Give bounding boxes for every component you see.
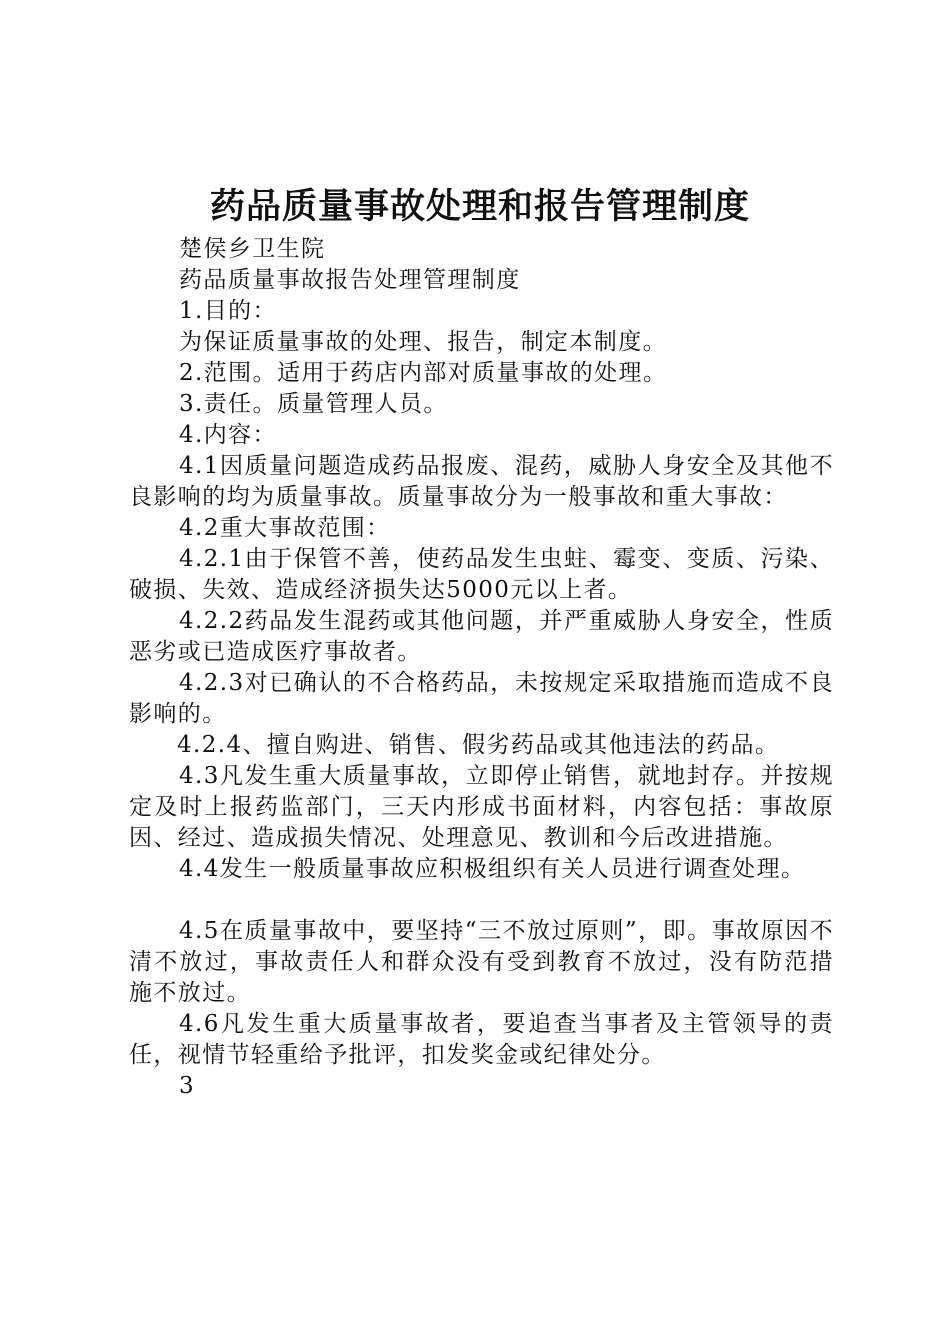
paragraph-4-1: 4.1因质量问题造成药品报废、混药，威胁人身安全及其他不良影响的均为质量事故。质量事故分为一般事故和重大事故： — [129, 453, 834, 510]
paragraph-scope: 2.范围。适用于药店内部对质量事故的处理。 — [179, 360, 668, 386]
paragraph-responsibility: 3.责任。质量管理人员。 — [179, 391, 448, 417]
paragraph-purpose-heading: 1.目的： — [179, 298, 277, 324]
paragraph-purpose: 为保证质量事故的处理、报告，制定本制度。 — [179, 329, 667, 355]
page-number: 3 — [179, 1073, 196, 1099]
paragraph-hospital-name: 楚侯乡卫生院 — [179, 236, 326, 262]
paragraph-4-2-3: 4.2.3对已确认的不合格药品，未按规定采取措施而造成不良影响的。 — [129, 670, 834, 727]
paragraph-4-4: 4.4发生一般质量事故应积极组织有关人员进行调查处理。 — [179, 856, 806, 882]
document-title: 药品质量事故处理和报告管理制度 — [209, 186, 750, 227]
paragraph-4-2-2: 4.2.2药品发生混药或其他问题，并严重威胁人身安全，性质恶劣或已造成医疗事故者。 — [129, 608, 834, 665]
paragraph-4-2-4: 4.2.4、擅自购进、销售、假劣药品或其他违法的药品。 — [177, 732, 780, 758]
paragraph-4-6: 4.6凡发生重大质量事故者，要追查当事者及主管领导的责任，视情节轻重给予批评，扣发奖金或纪律处分。 — [129, 1011, 834, 1068]
paragraph-4-5: 4.5在质量事故中，要坚持“三不放过原则”，即。事故原因不清不放过，事故责任人和群众没有受到教育不放过，没有防范措施不放过。 — [129, 918, 834, 1006]
paragraph-4-2-1: 4.2.1由于保管不善，使药品发生虫蛀、霉变、变质、污染、破损、失效、造成经济损失达5000元以上者。 — [129, 546, 834, 603]
document-body — [129, 234, 834, 1102]
paragraph-4-2: 4.2重大事故范围： — [179, 515, 391, 541]
paragraph-content-heading: 4.内容： — [179, 422, 277, 448]
paragraph-4-3: 4.3凡发生重大质量事故，立即停止销售，就地封存。并按规定及时上报药监部门，三天内形成书面材料，内容包括：事故原因、经过、造成损失情况、处理意见、教训和今后改进措施。 — [129, 763, 834, 851]
paragraph-subtitle: 药品质量事故报告处理管理制度 — [179, 267, 521, 293]
